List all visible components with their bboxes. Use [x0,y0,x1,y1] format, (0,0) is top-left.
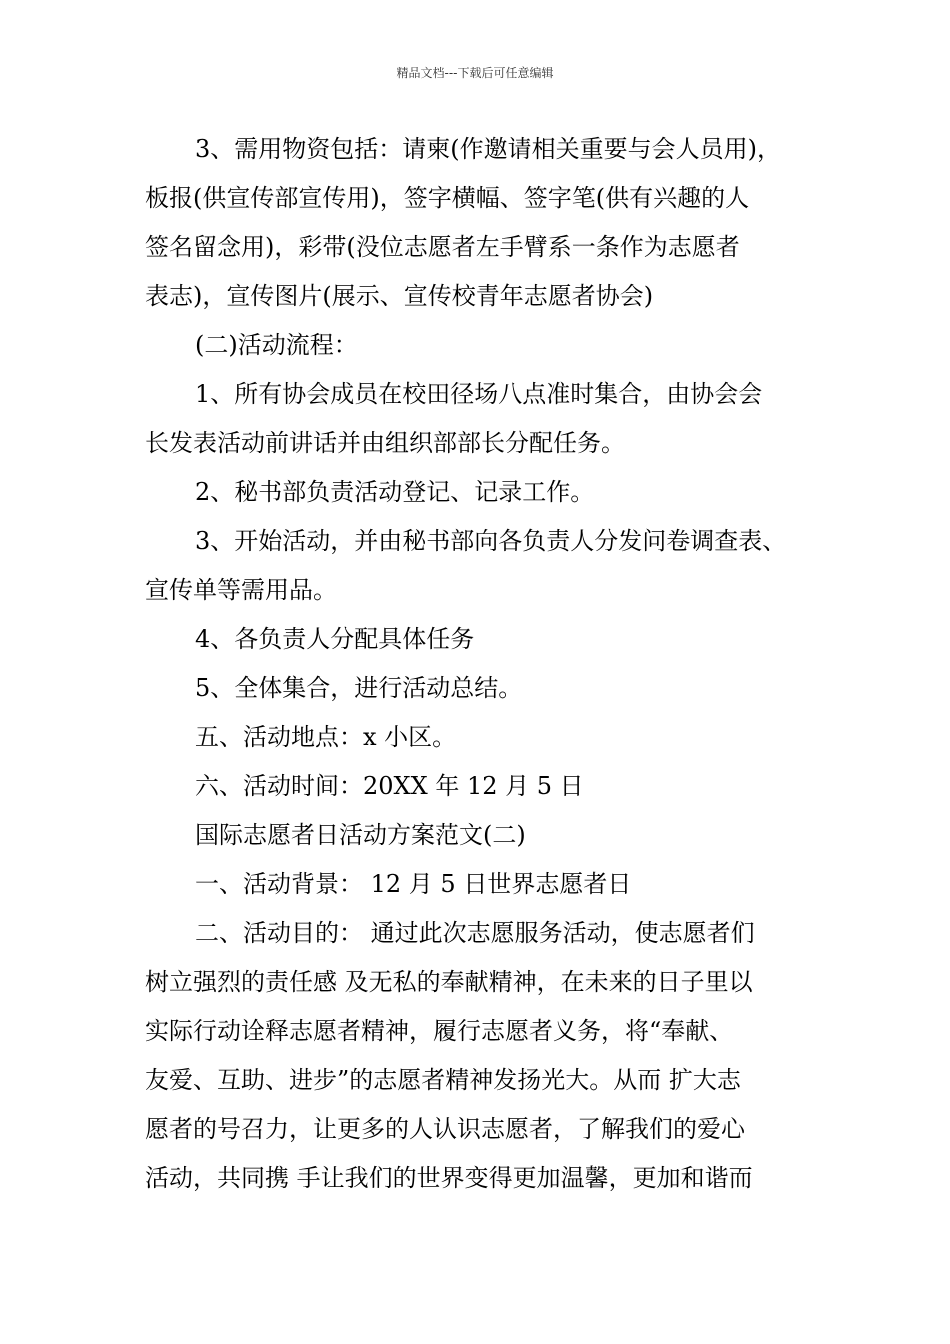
text-line: 愿者的号召力，让更多的人认识志愿者，了解我们的爱心 [145,1115,745,1143]
text-line: 1、所有协会成员在校田径场八点准时集合，由协会会 [195,380,763,408]
text-line: 3、开始活动，并由秘书部向各负责人分发问卷调查表、 [195,527,787,555]
text-line: 板报(供宣传部宣传用)，签字横幅、签字笔(供有兴趣的人 [145,184,750,212]
document-body [145,125,825,1203]
text-line: (二)活动流程： [195,331,358,359]
text-line: 六、活动时间：20XX 年 12 月 5 日 [195,772,584,800]
text-line: 五、活动地点：x 小区。 [195,723,457,751]
text-line: 树立强烈的责任感 及无私的奉献精神，在未来的日子里以 [145,968,753,996]
text-line: 签名留念用)，彩带(没位志愿者左手臂系一条作为志愿者 [145,233,740,261]
text-line: 实际行动诠释志愿者精神，履行志愿者义务，将“奉献、 [145,1017,734,1045]
text-line: 长发表活动前讲话并由组织部部长分配任务。 [145,429,625,457]
page-header: 精品文档---下载后可任意编辑 [396,66,554,80]
text-line: 国际志愿者日活动方案范文(二) [195,821,526,849]
text-line: 4、各负责人分配具体任务 [195,625,475,653]
text-line: 5、全体集合，进行活动总结。 [195,674,523,702]
text-line: 表志)，宣传图片(展示、宣传校青年志愿者协会) [145,282,654,310]
text-line: 一、活动背景： 12 月 5 日世界志愿者日 [195,870,632,898]
text-line: 3、需用物资包括：请柬(作邀请相关重要与会人员用)， [195,135,781,163]
text-line: 活动，共同携 手让我们的世界变得更加温馨，更加和谐而 [145,1164,753,1192]
text-line: 宣传单等需用品。 [145,576,337,604]
text-line: 2、秘书部负责活动登记、记录工作。 [195,478,595,506]
text-line: 二、活动目的： 通过此次志愿服务活动，使志愿者们 [195,919,755,947]
text-line: 友爱、互助、进步”的志愿者精神发扬光大。从而 扩大志 [145,1066,741,1094]
